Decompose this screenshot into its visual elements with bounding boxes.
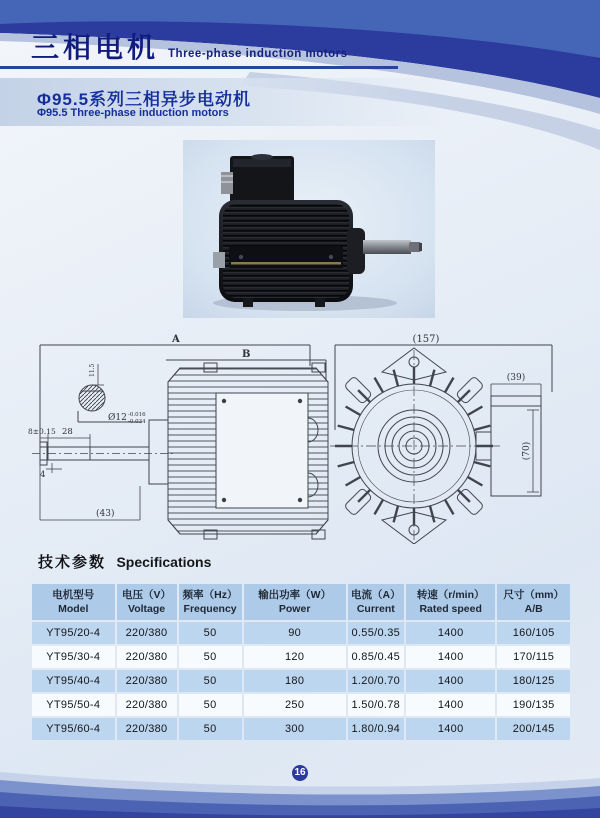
table-cell: 0.55/0.35 — [348, 622, 404, 644]
table-cell: 220/380 — [117, 718, 177, 740]
col-header-model-zh: 电机型号 — [52, 589, 95, 601]
table-cell: 1400 — [406, 646, 495, 668]
col-header-voltage-en: Voltage — [127, 603, 166, 616]
dim-157-label: (157) — [412, 334, 440, 345]
table-cell: YT95/40-4 — [32, 670, 115, 692]
table-cell: YT95/20-4 — [32, 622, 115, 644]
table-cell: 300 — [244, 718, 346, 740]
table-cell: 1.20/0.70 — [348, 670, 404, 692]
col-header-frequency-zh: 频率（Hz） — [182, 589, 238, 601]
col-header-size — [497, 584, 570, 620]
page-title-zh: 三相电机 — [31, 32, 160, 63]
specs-heading — [38, 551, 211, 572]
col-header-current-zh: 电流（A） — [351, 589, 401, 601]
top-decoration — [0, 0, 600, 150]
col-header-frequency-en: Frequency — [183, 603, 237, 616]
title-underline — [0, 66, 398, 69]
col-header-size-zh: 尺寸（mm） — [503, 589, 565, 601]
side-view-drawing — [32, 345, 328, 539]
key-length-label: 8±0.15 — [28, 427, 56, 436]
col-header-speed — [406, 584, 495, 620]
table-cell: 1400 — [406, 670, 495, 692]
col-header-power-en: Power — [278, 603, 311, 616]
table-cell: 50 — [179, 670, 242, 692]
motor-body — [213, 200, 353, 307]
table-row — [32, 670, 570, 692]
key-width-label: 4 — [40, 470, 46, 480]
dimension-drawing — [28, 330, 584, 544]
table-cell: 1.50/0.78 — [348, 694, 404, 716]
shaft-tol-lower: -0.034 — [128, 419, 146, 425]
col-header-speed-zh: 转速（r/min） — [416, 589, 485, 601]
page-title — [31, 34, 348, 62]
table-cell: YT95/50-4 — [32, 694, 115, 716]
shaft-ext-label: 28 — [62, 427, 73, 437]
table-cell: YT95/30-4 — [32, 646, 115, 668]
col-header-model — [32, 584, 115, 620]
table-cell: 50 — [179, 622, 242, 644]
specs-table — [30, 582, 572, 742]
table-cell: 50 — [179, 694, 242, 716]
table-cell: 90 — [244, 622, 346, 644]
col-header-size-en: A/B — [524, 603, 543, 616]
shaft-tol-upper: -0.016 — [128, 412, 146, 418]
series-title-en: Φ95.5 Three-phase induction motors — [37, 107, 229, 119]
dim-a-label: A — [172, 334, 180, 345]
dim-39-label: (39) — [506, 373, 526, 383]
dim-b-label: B — [242, 349, 251, 360]
col-header-voltage-zh: 电压（V） — [122, 589, 172, 601]
shaft-dia-label: Ø12 — [108, 413, 127, 423]
table-cell: YT95/60-4 — [32, 718, 115, 740]
specs-heading-en: Specifications — [116, 554, 212, 570]
table-cell: 1400 — [406, 622, 495, 644]
table-row — [32, 646, 570, 668]
table-cell: 250 — [244, 694, 346, 716]
series-banner — [0, 78, 452, 126]
table-cell: 180/125 — [497, 670, 570, 692]
table-cell: 1400 — [406, 694, 495, 716]
table-cell: 180 — [244, 670, 346, 692]
col-header-current-en: Current — [356, 603, 395, 616]
table-cell: 220/380 — [117, 694, 177, 716]
table-cell: 50 — [179, 718, 242, 740]
table-row — [32, 694, 570, 716]
page-number-badge: 16 — [292, 765, 308, 781]
table-cell: 120 — [244, 646, 346, 668]
col-header-power — [244, 584, 346, 620]
col-header-power-zh: 输出功率（W） — [258, 589, 332, 601]
col-header-current — [348, 584, 404, 620]
col-header-speed-en: Rated speed — [419, 603, 482, 616]
table-cell: 170/115 — [497, 646, 570, 668]
table-cell: 50 — [179, 646, 242, 668]
table-cell: 220/380 — [117, 670, 177, 692]
table-cell: 160/105 — [497, 622, 570, 644]
motor-photo — [183, 140, 435, 318]
col-header-frequency — [179, 584, 242, 620]
table-row — [32, 718, 570, 740]
table-cell: 0.85/0.45 — [348, 646, 404, 668]
table-cell: 1.80/0.94 — [348, 718, 404, 740]
bottom-decoration — [0, 766, 600, 818]
col-header-voltage — [117, 584, 177, 620]
page-title-en: Three-phase induction motors — [168, 48, 348, 60]
col-header-model-en: Model — [58, 603, 89, 616]
key-height-label: 11.5 — [89, 363, 96, 377]
series-title-zh: Φ95.5系列三相异步电动机 — [37, 90, 252, 109]
terminal-box — [221, 154, 294, 208]
dim-70-label: (70) — [522, 441, 532, 461]
table-cell: 220/380 — [117, 622, 177, 644]
table-cell: 200/145 — [497, 718, 570, 740]
table-row — [32, 622, 570, 644]
table-header-row — [32, 584, 570, 620]
table-cell: 1400 — [406, 718, 495, 740]
table-cell: 220/380 — [117, 646, 177, 668]
specs-heading-zh: 技术参数 — [38, 554, 107, 571]
hub-length-label: (43) — [96, 509, 115, 519]
table-cell: 190/135 — [497, 694, 570, 716]
